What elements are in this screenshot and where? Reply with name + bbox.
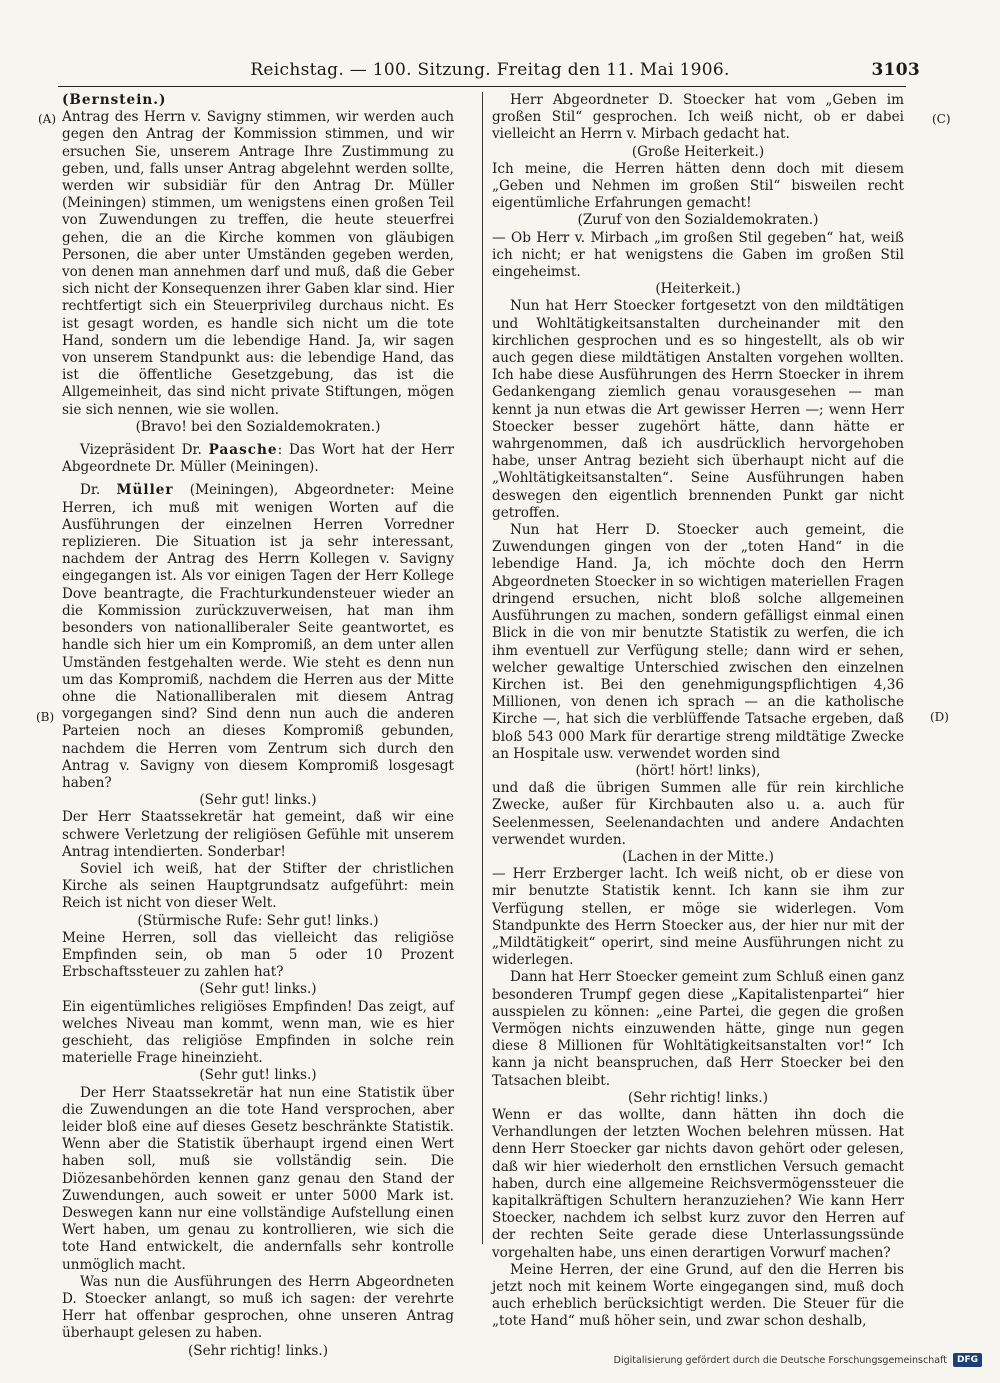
right-column xyxy=(492,92,904,1331)
speaker-name: Müller xyxy=(116,482,174,499)
reaction: (Große Heiterkeit.) xyxy=(631,143,765,160)
margin-marker-b: (B) xyxy=(36,710,55,724)
reaction: (Bravo! bei den Sozialdemokraten.) xyxy=(135,418,381,435)
running-header xyxy=(60,58,920,84)
paragraph: Nun hat Herr Stoecker fortgesetzt von den mildtätigen und Wohltätigkeitsanstalten durcheinander mit den kirchlichen gesprochen und es so hingestellt, als ob wir auch gegen diese mildtätigen Anstalten vorgehen wollten. Ich habe diese Ausführungen des Herrn Stoecker in ihrem Gedankengang ziemlich genau vorausgesehen — man kennt ja nun etwas die Art gewisser Herren —; wenn Herr Stoecker besser zugehört hätte, dann hätte er wahrgenommen, daß ich ausdrücklich hervorgehoben habe, unser Antrag bezieht sich überhaupt nicht auf die „Wohltätigkeitsanstalten“. Seine Ausführungen haben deswegen den eigentlich brennenden Punkt gar nicht getroffen. xyxy=(492,298,904,521)
reaction: (Sehr gut! links.) xyxy=(199,981,317,998)
paragraph: — Ob Herr v. Mirbach „im großen Stil gegeben“ hat, weiß ich nicht; er hat wenigstens die Gaben im großen Stil eingeheimst. xyxy=(492,229,904,281)
paragraph: Was nun die Ausführungen des Herrn Abgeordneten D. Stoecker anlangt, so muß ich sagen: der verehrte Herr hat offenbar gesprochen, ohne unseren Antrag überhaupt gelesen zu haben. xyxy=(62,1273,454,1342)
paragraph: Wenn er das wollte, dann hätten ihn doch die Verhandlungen der letzten Wochen belehren müssen. Hat denn Herr Stoecker gar nichts davon gehört oder gelesen, daß wir hier wiederholt den ernstlichen Versuch gemacht haben, durch eine allgemeine Reichsvermögenssteuer die kapitalkräftigen Schultern heranzuziehen? Wie kann Herr Stoecker, nachdem ich selbst kurz zuvor den Herren auf der rechten Seite gerade diese Unterlassungssünde vorgehalten habe, uns einen derartigen Vorwurf machen? xyxy=(492,1106,904,1261)
page-number: 3103 xyxy=(871,60,920,80)
paragraph: Dann hat Herr Stoecker gemeint zum Schluß einen ganz besonderen Trumpf gegen diese „Kapitalistenpartei“ hier ausspielen zu können: „eine Partei, die gegen die großen Vermögen nichts einzuwenden hätte, ginge nun gegen diese 8 Millionen für Wohltätigkeitsanstalten vor!“ Ich kann ja nicht beanspruchen, daß Herr Stoecker bei den Tatsachen bleibt. xyxy=(492,969,904,1089)
paragraph: Meine Herren, der eine Grund, auf den die Herren bis jetzt noch mit keinem Worte eingegangen sind, muß doch auch erheblich berücksichtigt werden. Die Steuer für die „tote Hand“ muß höher sein, und zwar schon deshalb, xyxy=(492,1261,904,1330)
reaction: (Zuruf von den Sozialdemokraten.) xyxy=(577,212,819,229)
vice-president-turn: Vizepräsident Dr. Paasche: Das Wort hat der Herr Abgeordnete Dr. Müller (Meiningen). xyxy=(62,442,455,476)
paragraph: Der Herr Staatssekretär hat nun eine Statistik über die Zuwendungen an die tote Hand versprochen, aber leider bloß eine auf dieses Gesetz beschränkte Statistik. Wenn aber die Statistik überhaupt irgend einen Wert haben soll, muß sie vollständig sein. Die Diözesanbehörden kennen ganz genau den Stand der Zuwendungen, auch soweit er unter 5000 Mark ist. Deswegen kann nur eine vollständige Aufstellung einen Wert haben, um genau zu kontrollieren, wie sich die tote Hand entwickelt, die andernfalls sehr kontrolle unmöglich macht. xyxy=(62,1084,454,1273)
reaction: (Sehr gut! links.) xyxy=(199,1067,317,1084)
running-title: Reichstag. — 100. Sitzung. Freitag den 11. Mai 1906. xyxy=(250,60,730,80)
paragraph: Meine Herren, soll das vielleicht das religiöse Empfinden sein, ob man 5 oder 10 Prozent Erbschaftssteuer zu zahlen hat? xyxy=(62,929,454,981)
footer-credit xyxy=(614,1353,982,1367)
speaker-name: Paasche xyxy=(208,442,278,459)
header-rule xyxy=(58,86,906,87)
margin-marker-c: (C) xyxy=(932,112,951,126)
dfg-logo: DFG xyxy=(953,1353,982,1367)
paragraph: Ein eigentümliches religiöses Empfinden! Das zeigt, auf welches Niveau man kommt, wenn man, wie es hier geschieht, das religiöse Empfinden in solche rein materielle Frage hineinzieht. xyxy=(62,998,454,1067)
reaction: (Lachen in der Mitte.) xyxy=(622,848,774,865)
speaker-tag: (Bernstein.) xyxy=(62,92,167,108)
column-divider xyxy=(482,92,483,1244)
paragraph: Soviel ich weiß, hat der Stifter der christlichen Kirche als seinen Hauptgrundsatz aufgeführt: mein Reich ist nicht von dieser Welt. xyxy=(62,860,454,912)
left-column xyxy=(62,92,454,1360)
margin-marker-a: (A) xyxy=(38,112,57,126)
paragraph: Herr Abgeordneter D. Stoecker hat vom „Geben im großen Stil“ gesprochen. Ich weiß nicht, ob er dabei vielleicht an Herrn v. Mirbach gedacht hat. xyxy=(492,92,904,143)
reaction: (Sehr gut! links.) xyxy=(199,792,317,809)
paragraph: Ich meine, die Herren hätten denn doch mit diesem „Geben und Nehmen im großen Stil“ bisweilen recht eigentümliche Erfahrungen gemacht! xyxy=(492,160,904,212)
paragraph: — Herr Erzberger lacht. Ich weiß nicht, ob er diese von mir benutzte Statistik kennt. Ich kann sie ihm zur Verfügung stellen, er möge sie widerlegen. Vom Standpunkte des Herrn Stoecker aus, der hier nur mit der „Mildtätigkeit“ operirt, sind meine Ausführungen nicht zu widerlegen. xyxy=(492,866,904,969)
paragraph: Antrag des Herrn v. Savigny stimmen, wir werden auch gegen den Antrag der Kommission stimmen, und wir ersuchen Sie, unserem Antrage Ihre Zustimmung zu geben, und, falls unser Antrag abgelehnt werden sollte, werden wir subsidiär für den Antrag Dr. Müller (Meiningen) stimmen, um wenigstens einen großen Teil von Zuwendungen zu treffen, die heute steuerfrei gehen, die an die Kirche kommen von gläubigen Personen, die aber unter Umständen gegeben werden, von denen man annehmen darf und muß, daß die Geber sich nicht der Konsequenzen ihrer Gaben klar sind. Hier rechtfertigt sich ein Steuerprivileg durchaus nicht. Es ist gesagt worden, es handle sich nicht um die tote Hand, sondern um die lebendige Hand. Ja, wir sagen von unserem Standpunkt aus: die lebendige Hand, das ist die öffentliche Gesetzgebung, das ist die Allgemeinheit, das sind nicht private Stiftungen, mögen sie sich nennen, wie sie wollen. xyxy=(62,109,454,418)
mueller-speech: Dr. Müller (Meiningen), Abgeordneter: Meine Herren, ich muß mit wenigen Worten auf die Ausführungen der einzelnen Herren Vorredner replizieren. Die Situation ist ja sehr interessant, nachdem der Antrag des Herrn Kollegen v. Savigny eingegangen ist. Als vor einigen Tagen der Herr Kollege Dove beantragte, die Frachturkundensteuer wieder an die Kommission zurückzuverweisen, hat man ihm besonders von nationalliberaler Seite geantwortet, es handle sich hier um ein Kompromiß, an dem unter allen Umständen festgehalten werde. Wie steht es denn nun um das Kompromiß, nachdem die Herren aus der Mitte ohne die Nationalliberalen mit diesem Antrag vorgegangen sind? Sind denn nun auch die anderen Parteien noch an dieses Kompromiß gebunden, nachdem die Herren vom Zentrum sich durch den Antrag v. Savigny von diesem Kompromiß losgesagt haben? xyxy=(62,482,454,791)
reaction: (Stürmische Rufe: Sehr gut! links.) xyxy=(137,912,379,929)
reaction: (hört! hört! links), xyxy=(635,762,761,779)
reaction: (Sehr richtig! links.) xyxy=(627,1089,769,1106)
reaction: (Heiterkeit.) xyxy=(655,281,741,298)
paragraph: Der Herr Staatssekretär hat gemeint, daß wir eine schwere Verletzung der religiösen Gefühle mit unserem Antrag intendierten. Sonderbar! xyxy=(62,809,454,860)
footer-text: Digitalisierung gefördert durch die Deutsche Forschungsgemeinschaft xyxy=(613,1354,947,1366)
paragraph: Nun hat Herr D. Stoecker auch gemeint, die Zuwendungen gingen von der „toten Hand“ in die lebendige Hand. Ja, ich möchte doch den Herrn Abgeordneten Stoecker in so wichtigen materiellen Fragen dringend ersuchen, nicht bloß solche allgemeinen Ausführungen zu machen, sondern gefälligst einmal einen Blick in die von mir benutzte Statistik zu werfen, die ich ihm eventuell zur Verfügung stelle; dann wird er sehen, welcher gewaltige Unterschied zwischen den einzelnen Kirchen ist. Bei den genehmigungspflichtigen 4,36 Millionen, von denen ich sprach — an die katholische Kirche —, hat sich die verblüffende Tatsache ergeben, daß bloß 543 000 Mark für derartige streng mildtätige Zwecke an Hospitale usw. verwendet worden sind xyxy=(492,522,904,762)
margin-marker-d: (D) xyxy=(930,710,949,724)
paragraph: und daß die übrigen Summen alle für rein kirchliche Zwecke, außer für Kirchbauten also u. a. auch für Seelenmessen, Seelenandachten und andere Andachten verwendet wurden. xyxy=(492,780,904,848)
reaction: (Sehr richtig! links.) xyxy=(187,1342,329,1359)
